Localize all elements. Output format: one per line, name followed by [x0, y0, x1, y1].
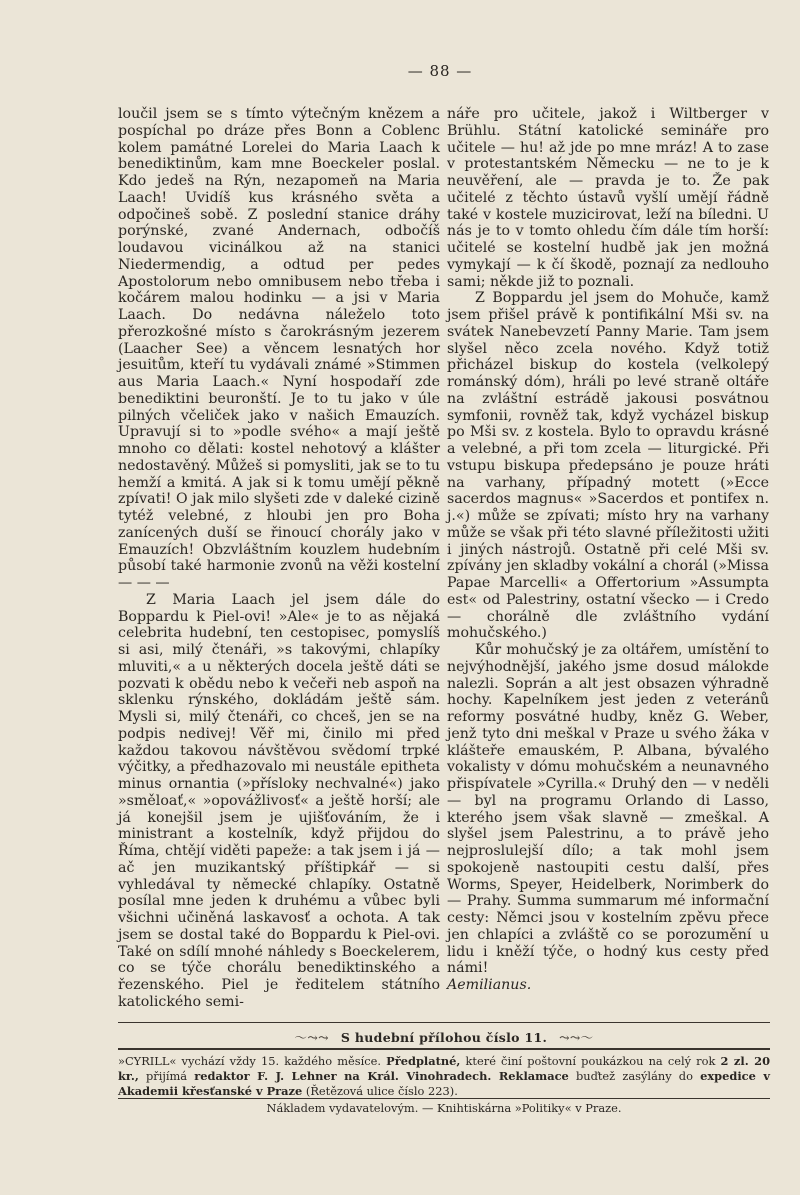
supplement-text: S hudební přílohou číslo 11. [340, 1030, 548, 1045]
footer-bold-editor: redaktor F. J. Lehner na Král. Vinohradech. Reklamace [194, 1069, 569, 1083]
footer-bold-subscription: Předplatné, [386, 1054, 461, 1068]
page-number: — 88 — [407, 62, 473, 80]
footer-text-5: (Řetězová ulice číslo 223). [302, 1084, 458, 1098]
publisher-line: Nákladem vydavatelovým. — Knihtiskárna »Politiky« v Praze. [266, 1101, 622, 1115]
subscription-info [118, 1054, 770, 1099]
author-signature: Aemilianus. [447, 977, 532, 993]
right-column [447, 106, 769, 994]
footer-bottom-rule [118, 1098, 770, 1099]
left-paragraph-2: Z Maria Laach jel jsem dále do Boppardu k Piel-ovi! »Ale« je to as nějaká celebrita hudební, ten cestopisec, pomyslíš si asi, milý čtenáři, »s takovými, chlapíky mluviti,« a u některých docela ještě dáti se pozvati k obědu nebo k večeři neb aspoň na sklenku rýnského, dokládám ještě sám. Mysli si, milý čtenáři, co chceš, jen se na podpis nedivej! Věř mi, činilo mi před každou takovou návštěvou svědomí trpké výčitky, a předhazovalo mi neustále epitheta minus ornantia (»přísloky nechvalné«) jako »směloať,« »opovážlivosť« a ještě horší; ale já konejšil jsem je ujišťováním, že i ministrant a kostelník, když přijdou do Říma, chtějí viděti papeže: a tak jsem i já — ač jen muzikantský příštipkář — si vyhledával ty německé chlapíky. Ostatně posílal mne jeden k druhému a vůbec byli všichni učiněná laskavosť a ochota. A tak jsem se dostal také do Boppardu k Piel-ovi. Také on sdílí mnohé náhledy s Boeckelerem, co se týče chorálu benediktinského a řezenského. Piel je ředitelem státního katolického semi- [118, 591, 440, 1010]
ornament-right-icon: ⤳⤳〜 [559, 1030, 594, 1045]
footer-top-rule [118, 1048, 770, 1050]
footer-text-2: které činí poštovní poukázkou na celý rok [460, 1054, 721, 1068]
footer-text-4: buďtež zasýlány do [568, 1069, 701, 1083]
ornament-left-icon: 〜⤳⤳ [294, 1030, 329, 1045]
column-end-rule [118, 1022, 770, 1023]
footer-text-1: »CYRILL« vychází vždy 15. každého měsíce. [118, 1054, 387, 1068]
left-paragraph-1: loučil jsem se s tímto výtečným knězem a pospíchal po dráze přes Bonn a Coblenc kolem památné Lorelei do Maria Laach k benediktinům, kam mne Boeckeler poslal. Kdo jedeš na Rýn, nezapomeň na Maria Laach! Uvidíš kus krásného světa a odpočineš sobě. Z poslední stanice dráhy porýnské, zvané Andernach, odbočíš loudavou vicinálkou až na stanici Niedermendig, a odtud per pedes Apostolorum nebo omnibusem nebo třeba i kočárem malou hodinku — a jsi v Maria Laach. Do nedávna náleželo toto přerozkošné místo s čarokrásným jezerem (Laacher See) a věncem lesnatých hor jesuitům, kteří tu vydávali známé »Stimmen aus Maria Laach.« Nyní hospodaří zde benediktini beuronští. Je to tu jako v úle pilných včeliček jako v našich Emauzích. Upravují si to »podle svého« a mají ještě mnoho co dělati: kostel nehotový a klášter nedostavěný. Můžeš si pomysliti, jak se to tu hemží a kmitá. A jak si k tomu umějí pěkně zpívati! O jak milo slyšeti zde v daleké cizině tytéž velebné, z hloubi jen pro Boha zanícených duší se řinoucí chorály jako v Emauzích! Obzvláštním kouzlem hudebním působí také harmonie zvonů na věži kostelní — — — [118, 106, 440, 591]
footer-text-3: přijímá [138, 1069, 195, 1083]
footer-bold-expedition: expedice v Akademii křesťanské v Praze [118, 1069, 770, 1098]
footer-bold-price: 2 zl. 20 kr., [118, 1054, 771, 1083]
right-paragraph-3: Kůr mohučský je za oltářem, umístění to nejvýhodnější, jakého jsme dosud málokde nalezli. Soprán a alt jest obsazen výhradně hochy. Kapelníkem jest jeden z veteránů reformy posvátné hudby, kněz G. Weber, jenž tyto dni meškal v Praze u svého žáka v klášteře emauském, P. Albana, bývalého vokalisty v dómu mohučském a neunavného přispívatele »Cyrilla.« Druhý den — v neděli — byl na programu Orlando di Lasso, kterého jsem však slavně — zmeškal. A slyšel jsem Palestrinu, a to právě jeho nejproslulejší dílo; a tak mohl jsem spokojeně nastoupiti cestu další, přes Worms, Speyer, Heidelberk, Norimberk do — Prahy. Summa summarum mé informační cesty: Němci jsou v kostelním zpěvu přece jen chlapíci a zvláště co se porozumění u lidu i kněží týče, o hodný kus cesty před námi! [447, 642, 769, 977]
right-paragraph-2: Z Boppardu jel jsem do Mohuče, kamž jsem přišel právě k pontifikální Mši sv. na svátek Nanebevzetí Panny Marie. Tam jsem slyšel něco zcela nového. Když totiž přicházel biskup do kostela (velkolepý románský dóm), hráli po levé straně oltáře na zvláštní estrádě jakousi posvátnou symfonii, rovněž tak, když vycházel biskup po Mši sv. z kostela. Bylo to opravdu krásné a velebné, a při tom zcela — liturgické. Při vstupu biskupa předepsáno je pouze hráti na varhany, případný motett (»Ecce sacerdos magnus« »Sacerdos et pontifex n. j.«) může se zpívati; místo hry na varhany může se však při této slavné příležitosti užiti i jiných nástrojů. Ostatně při celé Mši sv. zpívány jen skladby vokální a chorál (»Missa Papae Marcelli« a Offertorium »Assumpta est« od Palestriny, ostatní všecko — i Credo — chorálně dle zvláštního vydání mohučského.) [447, 290, 769, 642]
left-column [118, 106, 440, 1011]
music-supplement-note [118, 1028, 770, 1046]
right-paragraph-1: náře pro učitele, jakož i Wiltberger v Brühlu. Státní katolické semináře pro učitele — hu! až jde po mne mráz! A to zase v protestantském Německu — ne to je k neuvěření, ale — pravda je to. Že pak učitelé z těchto ústavů vyšlí umějí řádně také v kostele muzicirovat, leží na bíledni. U nás je to v tomto ohledu čím dále tím horší: učitelé se kostelní hudbě jak jen možná vymykají — k čí škodě, poznají za nedlouho sami; někde již to poznali. [447, 106, 769, 290]
